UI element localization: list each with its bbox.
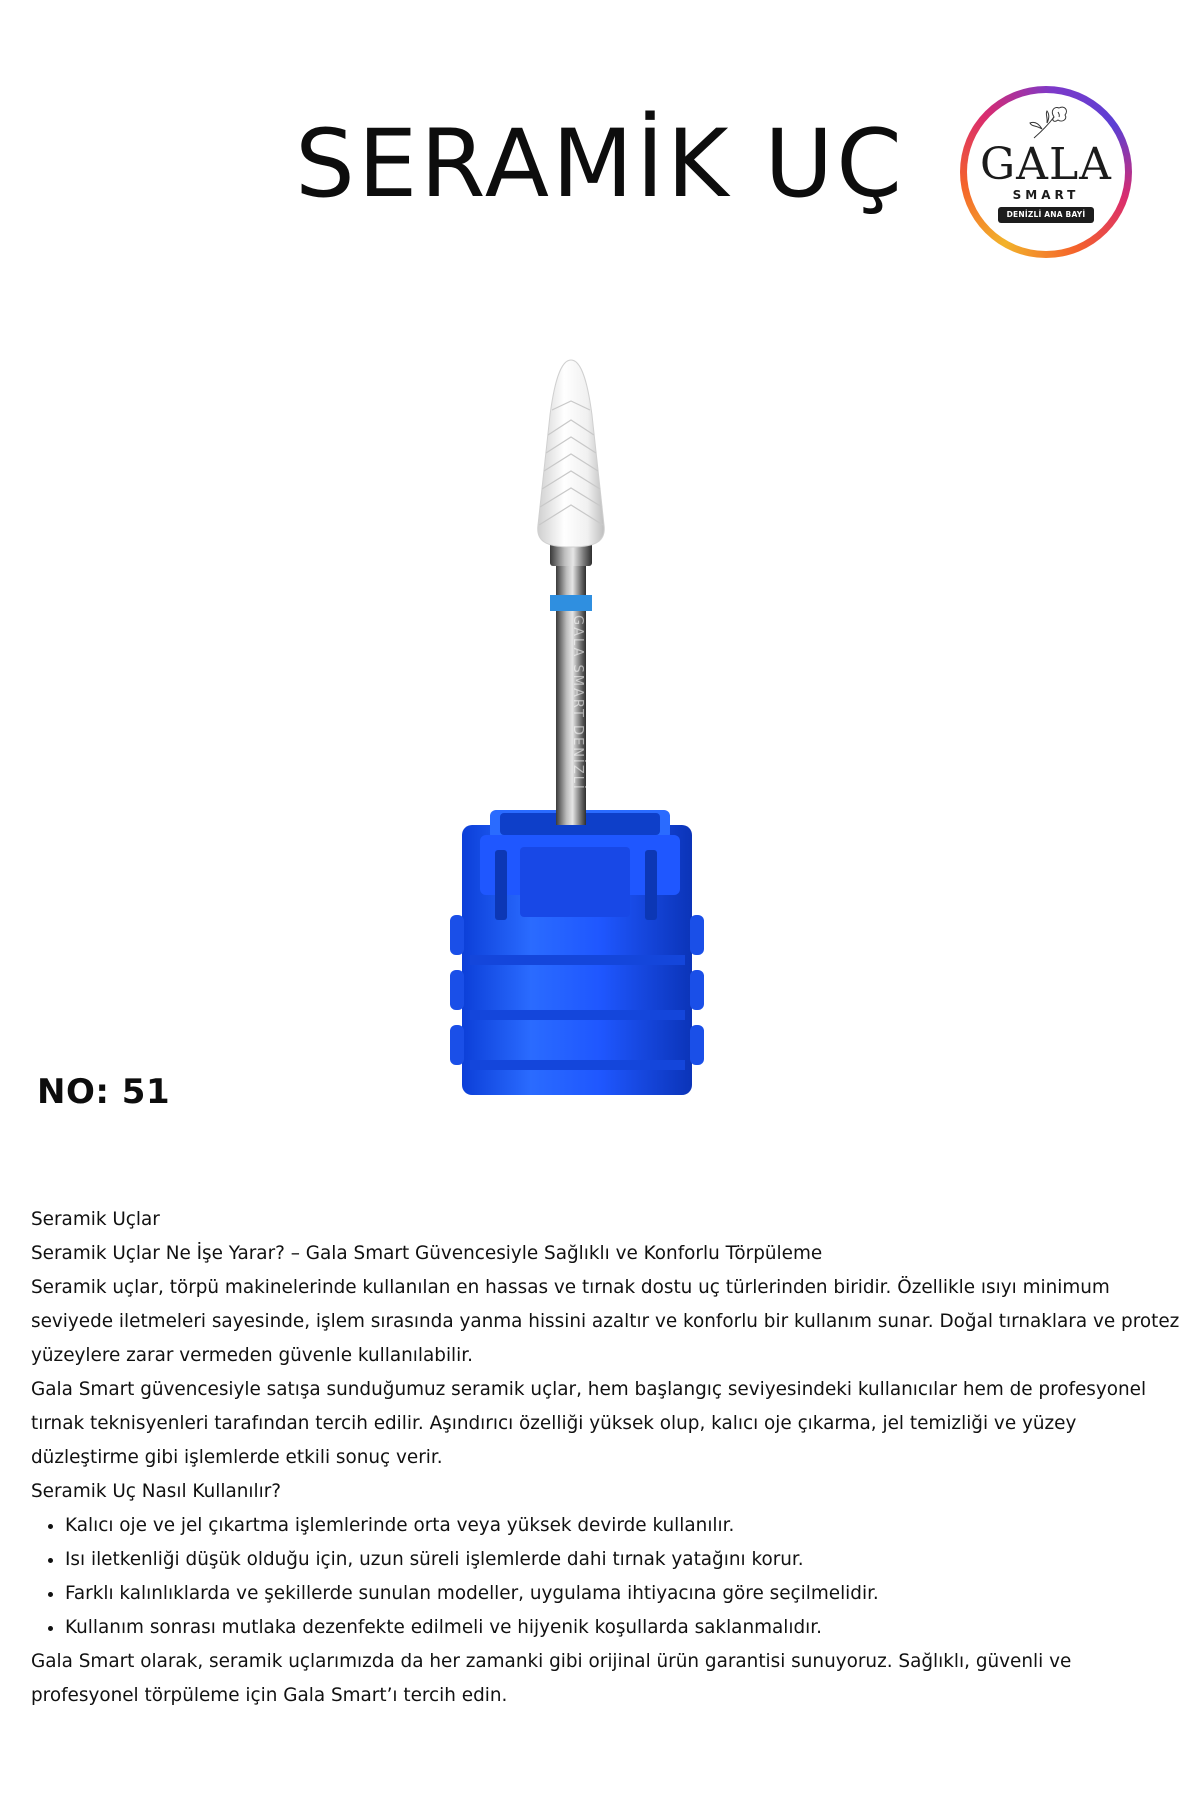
ceramic-bit-image: [440, 355, 740, 1095]
shaft-watermark: GALA SMART DENİZLİ: [570, 615, 585, 791]
usage-list-item: • Kullanım sonrası mutlaka dezenfekte edilmeli ve hijyenik koşullarda saklanmalıdır.: [65, 1611, 1181, 1645]
model-number: NO: 51: [37, 1072, 171, 1112]
logo-inner: [967, 93, 1125, 251]
brand-logo: [960, 86, 1132, 258]
usage-heading: Seramik Uç Nasıl Kullanılır?: [31, 1481, 282, 1502]
description-heading: Seramik Uçlar: [31, 1209, 160, 1230]
ceramic-cone: [538, 360, 605, 547]
closing-paragraph: Gala Smart olarak, seramik uçlarımızda da her zamanki gibi orijinal ürün garantisi sunuyoruz. Sağlıklı, güvenli ve profesyonel törpüleme için Gala Smart’ı tercih edin.: [31, 1651, 1072, 1706]
usage-list-item: • Kalıcı oje ve jel çıkartma işlemlerinde orta veya yüksek devirde kullanılır.: [65, 1509, 1181, 1543]
blue-holder: [450, 810, 704, 1095]
usage-list-item: • Isı iletkenliği düşük olduğu için, uzun süreli işlemlerde dahi tırnak yatağını korur.: [65, 1543, 1181, 1577]
description-paragraph: Gala Smart güvencesiyle satışa sunduğumuz seramik uçlar, hem başlangıç seviyesindeki kullanıcılar hem de profesyonel tırnak teknisyenleri tarafından tercih edilir. Aşındırıcı özelliği yüksek olup, kalıcı oje çıkarma, jel temizliği ve yüzey düzleştirme gibi işlemlerde etkili sonuç verir.: [31, 1379, 1147, 1468]
description-subheading: Seramik Uçlar Ne İşe Yarar? – Gala Smart Güvencesiyle Sağlıklı ve Konforlu Törpüleme: [31, 1243, 823, 1264]
logo-submark: SMART: [1012, 188, 1080, 202]
page-title: SERAMİK UÇ: [295, 110, 905, 219]
usage-list: [31, 1509, 1181, 1645]
product-description: [31, 1203, 1181, 1713]
usage-list-item: • Farklı kalınlıklarda ve şekillerde sunulan modeller, uygulama ihtiyacına göre seçilmelidir.: [65, 1577, 1181, 1611]
blue-ring: [550, 595, 592, 611]
flower-icon: [1024, 103, 1074, 143]
description-paragraph: Seramik uçlar, törpü makinelerinde kullanılan en hassas ve tırnak dostu uç türlerinden biridir. Özellikle ısıyı minimum seviyede iletmeleri sayesinde, işlem sırasında yanma hissini azaltır ve konforlu bir kullanım sunar. Doğal tırnaklara ve protez yüzeylere zarar vermeden güvenle kullanılabilir.: [31, 1277, 1180, 1366]
logo-wordmark: GALA: [980, 139, 1112, 190]
logo-badge: DENİZLİ ANA BAYİ: [998, 207, 1094, 223]
